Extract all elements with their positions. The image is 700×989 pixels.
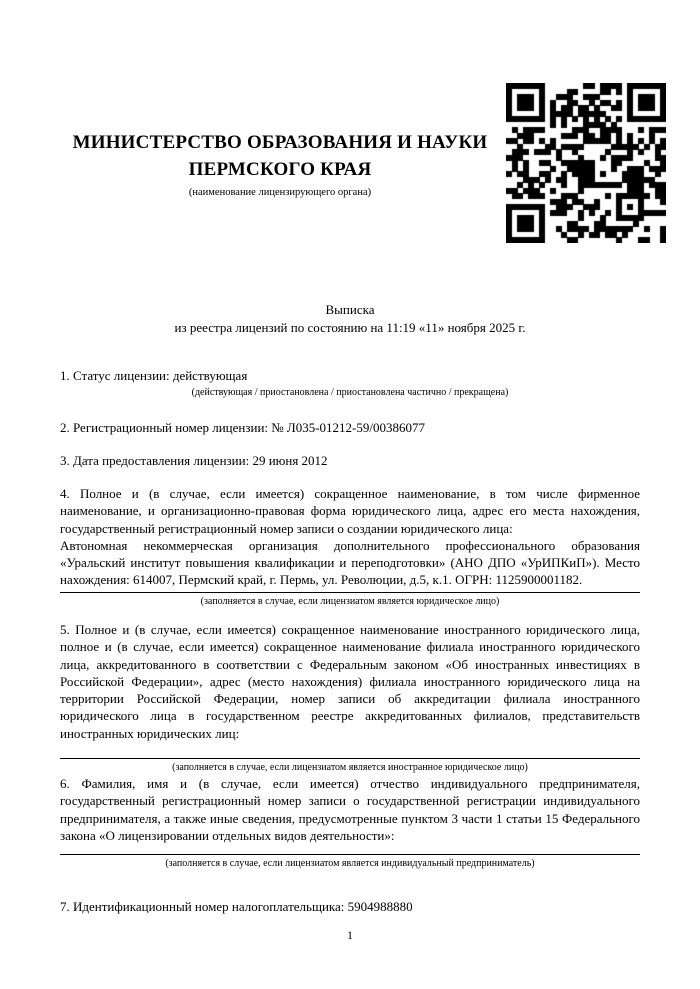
item-4-legal-entity <box>60 485 640 608</box>
document-title <box>60 301 640 336</box>
legal-entity-caption: (заполняется в случае, если лицензиатом является юридическое лицо) <box>200 595 500 607</box>
item-1-license-status <box>60 367 640 399</box>
qr-code-icon <box>506 83 666 243</box>
document-date-line: из реестра лицензий по состоянию на 11:19 «11» ноября 2025 г. <box>174 319 526 335</box>
individual-entrepreneur-caption: (заполняется в случае, если лицензиатом является индивидуальный предприниматель) <box>165 858 535 870</box>
license-status-options-caption: (действующая / приостановлена / приостановлена частично / прекращена) <box>191 387 509 399</box>
individual-entrepreneur-heading: 6. Фамилия, имя и (в случае, если имеется) отчество индивидуального предпринимателя, государственный регистрационный номер записи о государственной регистрации индивидуального предпринимателя, а также иные сведения, предусмотренные пунктом 3 части 1 статьи 15 Федерального закона «О лицензировании отдельных видов деятельности»: <box>60 776 640 843</box>
taxpayer-id-text: 7. Идентификационный номер налогоплательщика: 5904988880 <box>60 899 413 914</box>
fill-line-divider <box>60 592 640 593</box>
item-5-foreign-entity <box>60 621 640 774</box>
fill-line-divider <box>60 854 640 855</box>
ministry-name-line2: ПЕРМСКОГО КРАЯ <box>188 159 372 180</box>
foreign-entity-caption: (заполняется в случае, если лицензиатом является иностранное юридическое лицо) <box>172 762 528 774</box>
item-7-taxpayer-id <box>60 898 640 915</box>
page-number: 1 <box>347 928 353 942</box>
item-6-individual-entrepreneur <box>60 775 640 870</box>
item-2-registration-number <box>60 419 640 436</box>
document-title-line: Выписка <box>325 302 375 317</box>
license-grant-date-text: 3. Дата предоставления лицензии: 29 июня 2012 <box>60 453 328 468</box>
foreign-entity-heading: 5. Полное и (в случае, если имеется) сокращенное наименование иностранного юридического лица, полное и (в случае, если имеется) сокращенное наименование филиала иностранного юридического лица, аккредитованного в соответствии с Федеральным законом «Об иностранных инвестициях в Российской Федерации», адрес (место нахождения) филиала иностранного юридического лица на территории Российской Федерации, номер записи об аккредитации филиала иностранного юридического лица в государственном реестре аккредитованных филиалов, представительств иностранных юридических лиц: <box>60 622 640 741</box>
registration-number-text: 2. Регистрационный номер лицензии: № Л035-01212-59/00386077 <box>60 420 426 435</box>
legal-entity-heading: 4. Полное и (в случае, если имеется) сокращенное наименование, в том числе фирменное наименование, и организационно-правовая форма юридического лица, адрес его места нахождения, государственный регистрационный номер записи о создании юридического лица: <box>60 486 640 536</box>
fill-line-divider <box>60 758 640 759</box>
header <box>60 129 500 198</box>
ministry-name <box>60 129 500 183</box>
legal-entity-value: Автономная некоммерческая организация дополнительного профессионального образования «Уральский институт повышения квалификации и переподготовки» (АНО ДПО «УрИПКиП»). Место нахождения: 614007, Пермский край, г. Пермь, ул. Революции, д.5, к.1. ОГРН: 1125900001182. <box>60 537 640 588</box>
item-3-license-grant-date <box>60 452 640 469</box>
license-status-text: 1. Статус лицензии: действующая <box>60 368 248 383</box>
licensing-authority-caption: (наименование лицензирующего органа) <box>188 187 372 198</box>
ministry-name-line1: МИНИСТЕРСТВО ОБРАЗОВАНИЯ И НАУКИ <box>72 132 488 153</box>
